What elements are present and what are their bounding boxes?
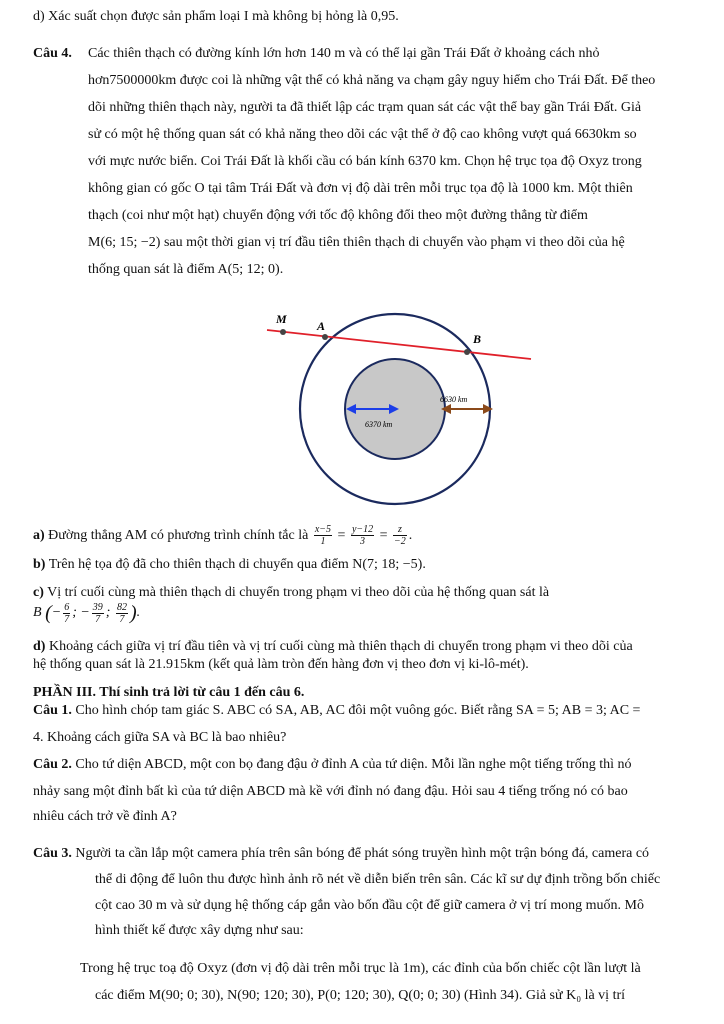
- fraction-bz-den: 7: [119, 613, 125, 625]
- question-1-line2: 4. Khoảng cách giữa SA và BC là bao nhiêu?: [33, 730, 287, 745]
- fraction-z-den: −2: [394, 536, 406, 548]
- label-6370-km: 6370 km: [365, 420, 393, 429]
- earth-orbit-figure: [255, 300, 555, 520]
- option-b: [33, 556, 426, 574]
- option-d: [33, 638, 633, 656]
- point-a-dot: [322, 334, 328, 340]
- question-4-line: sử có một hệ thống quan sát có khả năng theo dõi các vật thể ở độ cao không vượt quá 6630km so: [88, 127, 637, 142]
- question-3-line1: Người ta cần lắp một camera phía trên sân bóng để phát sóng truyền hình một trận bóng đá, camera có: [75, 846, 650, 861]
- fraction-bx: [63, 602, 70, 625]
- label-6630-km: 6630 km: [440, 395, 468, 404]
- question-4-label: Câu 4.: [33, 46, 72, 61]
- question-4-line: hơn7500000km được coi là những vật thể có khả năng va chạm gây nguy hiểm cho Trái Đất. Để theo: [88, 73, 656, 88]
- question-3-line4: hình thiết kế được xây dựng như sau:: [95, 923, 304, 938]
- fraction-bx-den: 7: [64, 613, 70, 625]
- fraction-y-den: 3: [360, 536, 366, 548]
- option-b-text: Trên hệ tọa độ đã cho thiên thạch di chuyển qua điểm N(7; 18; −5).: [48, 557, 426, 572]
- equals-sign: =: [379, 528, 388, 543]
- altitude-arrowhead: [483, 404, 493, 414]
- question-2-line3: nhiêu cách trở về đỉnh A?: [33, 809, 177, 824]
- fraction-z: [393, 524, 407, 547]
- point-m-dot: [280, 329, 286, 335]
- question-4-line: thống quan sát là điểm A(5; 12; 0).: [88, 262, 284, 277]
- fraction-x-den: 1: [320, 536, 326, 548]
- option-a-text: Đường thẳng AM có phương trình chính tắc là: [48, 528, 309, 543]
- question-3-line3: cột cao 30 m và sử dụng hệ thống cáp gắn vào bốn đầu cột để giữ camera ở vị trí mong muốn. Mô: [95, 898, 645, 913]
- point-b-name: B: [33, 605, 42, 621]
- part3-question-1: [33, 702, 640, 720]
- fraction-bz-num: 82: [116, 601, 127, 613]
- question-4-line: thạch (coi như một hạt) chuyển động với tốc độ không đổi theo một đường thẳng từ điểm: [88, 208, 588, 223]
- question-3-line2: thể di động để luôn thu được hình ảnh rõ nét về diễn biến trên sân. Các kĩ sư dự định trồng bốn chiếc: [95, 872, 661, 887]
- point-b-dot: [464, 349, 470, 355]
- label-a: A: [317, 319, 326, 333]
- question-1-line1: Cho hình chóp tam giác S. ABC có SA, AB, AC đôi một vuông góc. Biết rằng SA = 5; AB = 3; AC =: [75, 703, 641, 718]
- part3-question-2: [33, 756, 632, 774]
- question-2-label: Câu 2.: [33, 757, 72, 772]
- fraction-by-den: 7: [95, 613, 101, 625]
- fraction-x: [314, 524, 332, 547]
- equals-sign: =: [337, 528, 346, 543]
- option-c-point: B (− $\frac{6}{7}$ ; − $\frac{39}{7}$ ; $\frac{82}{7}$ ).: [33, 601, 141, 625]
- option-a: a) Đường thẳng AM có phương trình chính tắc là $\frac{x-5}{1}$ = $\frac{y-12}{3}$ = $\frac{z}{-2}$ .: [33, 524, 413, 548]
- item-d-probability: d) Xác suất chọn được sản phẩm loại I mà không bị hỏng là 0,95.: [33, 9, 399, 24]
- fraction-by-num: 39: [92, 601, 103, 613]
- fraction-x-num: x−5: [314, 524, 332, 536]
- label-b: B: [473, 332, 482, 346]
- question-2-line2: nhảy sang một đỉnh bất kì của tứ diện ABCD mà kề với đỉnh nó đang đậu. Hỏi sau 4 tiếng trống nó có bao: [33, 784, 628, 799]
- part3-question-3: [33, 845, 649, 863]
- fraction-bx-num: 6: [64, 601, 70, 613]
- fraction-z-num: z: [393, 524, 407, 536]
- question-2-line1: Cho tứ diện ABCD, một con bọ đang đậu ở đỉnh A của tứ diện. Mỗi lần nghe một tiếng trống thì nó: [75, 757, 632, 772]
- question-4-line: dõi những thiên thạch này, người ta đã thiết lập các trạm quan sát các vật thể bay gần Trái Đất. Giả: [88, 100, 642, 115]
- fraction-bz: [116, 602, 128, 625]
- question-3-label: Câu 3.: [33, 846, 72, 861]
- question-4-line: Các thiên thạch có đường kính lớn hơn 140 m và có thể lại gần Trái Đất ở khoảng cách nhỏ: [88, 46, 600, 61]
- fraction-y: [351, 524, 374, 547]
- question-3-line6: các điểm M(90; 0; 30), N(90; 120; 30), P(0; 120; 30), Q(0; 0; 30) (Hình 34). Giả sử K₀ là vị trí: [95, 988, 626, 1003]
- question-3-line5: Trong hệ trục toạ độ Oxyz (đơn vị độ dài trên mỗi trục là 1m), các đỉnh của bốn chiếc cột lần lượt là: [80, 961, 641, 976]
- option-d-line1: Khoảng cách giữa vị trí đầu tiên và vị trí cuối cùng mà thiên thạch di chuyển trong phạm vi theo dõi của: [48, 639, 633, 654]
- question-4-line: không gian có gốc O tại tâm Trái Đất và đơn vị độ dài trên mỗi trục tọa độ là 1000 km. Một thiên: [88, 181, 633, 196]
- question-4-line: M(6; 15; −2) sau một thời gian vị trí đầu tiên thiên thạch di chuyển vào phạm vi theo dõi của hệ: [88, 235, 625, 250]
- meteor-trajectory-line: [267, 330, 531, 359]
- fraction-y-num: y−12: [351, 524, 374, 536]
- question-1-label: Câu 1.: [33, 703, 72, 718]
- option-a-label: a): [33, 528, 45, 543]
- option-d-line2: hệ thống quan sát là 21.915km (kết quả làm tròn đến hàng đơn vị theo đơn vị ki-lô-mét).: [33, 657, 529, 672]
- option-b-label: b): [33, 557, 46, 572]
- option-c-text: Vị trí cuối cùng mà thiên thạch di chuyển trong phạm vi theo dõi của hệ thống quan sát là: [47, 585, 550, 600]
- part-3-heading: PHẦN III. Thí sinh trả lời từ câu 1 đến câu 6.: [33, 685, 305, 700]
- fraction-by: [92, 602, 104, 625]
- label-m: M: [276, 312, 287, 326]
- option-d-label: d): [33, 639, 46, 654]
- option-c-label: c): [33, 585, 44, 600]
- question-4-line: với mực nước biển. Coi Trái Đất là khối cầu có bán kính 6370 km. Chọn hệ trục tọa độ Oxyz trong: [88, 154, 642, 169]
